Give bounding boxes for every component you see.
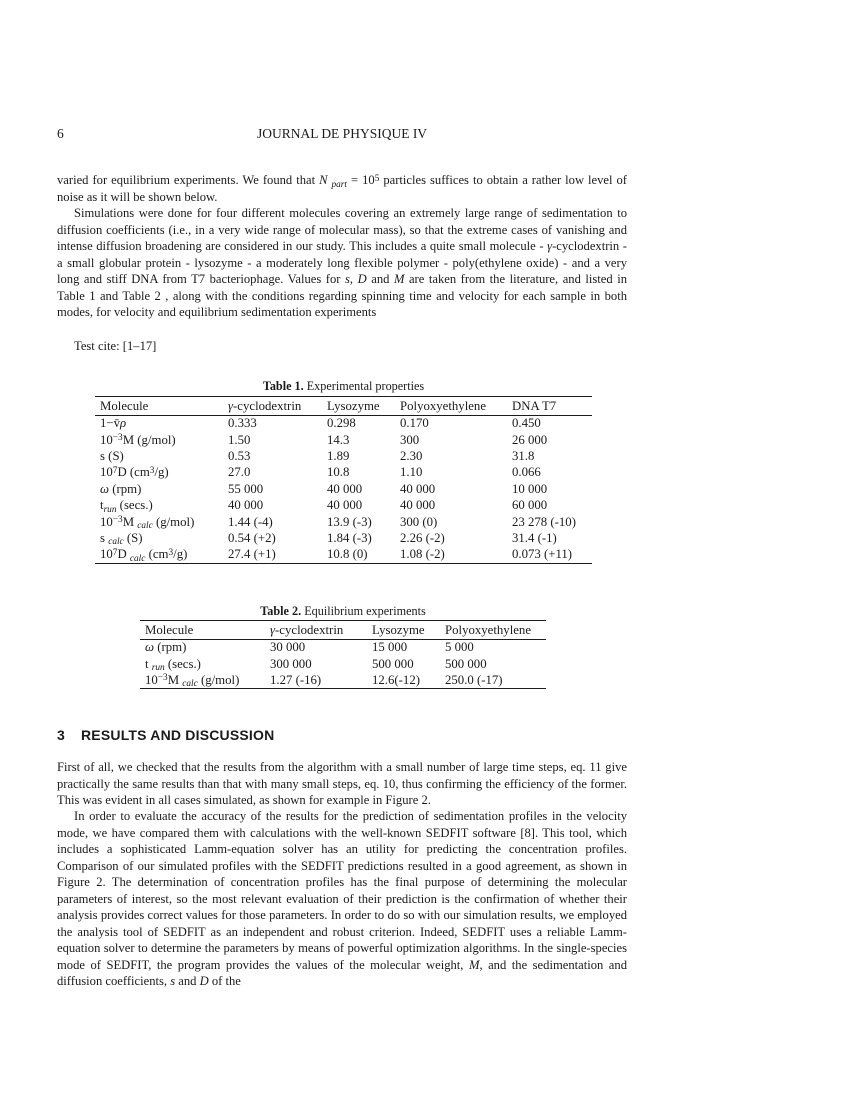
cell: 1.10 <box>400 465 423 480</box>
table-row <box>95 432 592 448</box>
cell: 300 000 <box>270 656 312 671</box>
table1-header-row <box>95 397 592 416</box>
column-header: DNA T7 <box>512 397 592 416</box>
cell: 500 000 <box>445 656 487 671</box>
cell: 26 000 <box>512 432 548 447</box>
page-number: 6 <box>57 126 64 141</box>
row-label: $10^{-3}M$ $_{calc}$ (g/mol) <box>100 514 195 532</box>
row-label: $10^7D$ $(cm^3/g)$ <box>100 465 169 480</box>
table-row <box>95 481 592 497</box>
table2-caption-text: Equilibrium experiments <box>304 604 426 618</box>
table2-caption-label: Table 2. <box>260 604 302 618</box>
paragraph-results-1: First of all, we checked that the results from the algorithm with a small number of large time steps, eq. 11 give practically the same results than that with many small steps, eq. 10, thus confirming the efficiency of the former. This was evident in all cases simulated, as shown for example in Figure 2. <box>57 760 627 807</box>
table1-caption-text: Experimental properties <box>306 379 425 393</box>
cell: 40 000 <box>327 498 363 513</box>
cell: 10.8 (0) <box>327 547 368 562</box>
table-row <box>95 497 592 513</box>
row-label: ω (rpm) <box>100 481 142 496</box>
cell: 40 000 <box>400 498 436 513</box>
cell: 0.53 <box>228 448 251 463</box>
column-header: Molecule <box>95 397 228 416</box>
row-label: $t_{run}$ (secs.) <box>100 498 153 515</box>
row-label: s $_{calc}$ (S) <box>100 530 143 548</box>
table-row <box>140 656 546 672</box>
row-label: $10^7D$ $_{calc}$ $(cm^3/g)$ <box>100 547 188 564</box>
column-header: γ-cyclodextrin <box>228 397 327 416</box>
section-title: RESULTS AND DISCUSSION <box>81 727 275 743</box>
paragraph-simulations: Simulations were done for four different molecules covering an extremely large range of sedimentation to diffusion coefficients (i.e., in a very wide range of molecular mass), so that the extreme cases of vanishing and intense diffusion broadening are considered in our study. This includes a quite small molecule - γ-cyclodextrin - a small globular protein - lysozyme - a moderately long flexible polymer - poly(ethylene oxide) - and a very long and stiff DNA from T7 bacteriophage. Values for s, D and M are taken from the literature, and listed in Table 1 and Table 2 , along with the conditions regarding spinning time and velocity for each sample in both modes, for velocity and equilibrium sedimentation experiments <box>57 206 628 319</box>
cell: 60 000 <box>512 498 548 513</box>
cell: 250.0 (-17) <box>445 672 503 687</box>
cell: 27.0 <box>228 465 251 480</box>
cell: 1.44 (-4) <box>228 514 273 529</box>
table-row <box>95 530 592 546</box>
cell: 40 000 <box>228 498 264 513</box>
column-header: γ-cyclodextrin <box>270 621 372 640</box>
cell: 0.073 (+11) <box>512 547 573 562</box>
cell: 1.27 (-16) <box>270 672 322 687</box>
cell: 500 000 <box>372 656 414 671</box>
table1-experimental-properties <box>95 396 592 564</box>
table-row <box>140 672 546 688</box>
column-header: Lysozyme <box>372 621 445 640</box>
cell: 5 000 <box>445 640 474 655</box>
cell: 14.3 <box>327 432 350 447</box>
cell: 31.8 <box>512 448 535 463</box>
table1-caption <box>95 379 592 394</box>
cell: 1.08 (-2) <box>400 547 445 562</box>
row-label: ω (rpm) <box>145 640 187 655</box>
column-header: Lysozyme <box>327 397 400 416</box>
cell: 10.8 <box>327 465 350 480</box>
paragraph-results-2: In order to evaluate the accuracy of the results for the prediction of sedimentation profiles in the velocity mode, we have compared them with calculations with the well-known SEDFIT software [8]. This tool, which includes a sophisticated Lamm-equation solver has an utility for predicting the concentration profiles. Comparison of our simulated profiles with the SEDFIT predictions resulted in a good agreement, as shown in Figure 2. The determination of concentration profiles has the final purpose of determining the molecular parameters of interest, so the most relevant evaluation of their prediction is the confirmation of whether their analysis provides correct values for those parameters. In order to do so with our simulation results, we employed the analysis tool of SEDFIT as an independent and robust criterion. Indeed, SEDFIT uses a reliable Lamm-equation solver to determine the parameters by means of powerful optimization algorithms. In the single-species mode of SEDFIT, the program provides the values of the molecular weight, M, and the sedimentation and diffusion coefficients, s and D of the <box>57 809 627 988</box>
table-row <box>95 448 592 464</box>
cell: 40 000 <box>400 481 436 496</box>
table-row <box>95 465 592 481</box>
column-header: Polyoxyethylene <box>445 621 546 640</box>
cell: 55 000 <box>228 481 264 496</box>
cell: 23 278 (-10) <box>512 514 576 529</box>
section-heading <box>57 727 274 743</box>
cell: 12.6(-12) <box>372 672 420 687</box>
column-header: Molecule <box>140 621 270 640</box>
table2-caption <box>140 604 546 619</box>
section-number: 3 <box>57 727 65 743</box>
cell: 1.89 <box>327 448 350 463</box>
table-row <box>95 416 592 432</box>
table2-equilibrium-experiments <box>140 620 546 689</box>
journal-title: JOURNAL DE PHYSIQUE IV <box>256 126 428 141</box>
page-header <box>57 126 627 142</box>
cell: 15 000 <box>372 640 408 655</box>
table-row <box>95 514 592 530</box>
cell: 30 000 <box>270 640 306 655</box>
cell: 0.298 <box>327 416 356 431</box>
cell: 2.26 (-2) <box>400 530 445 545</box>
column-header: Polyoxyethylene <box>400 397 512 416</box>
row-label: t $_{run}$ (secs.) <box>145 656 201 674</box>
cell: 10 000 <box>512 481 548 496</box>
row-label: $10^{-3}M$ (g/mol) <box>100 432 176 447</box>
cell: 40 000 <box>327 481 363 496</box>
cell: 27.4 (+1) <box>228 547 276 562</box>
table-row <box>95 547 592 563</box>
cell: 0.333 <box>228 416 257 431</box>
row-label: 1−v̄ρ <box>100 416 127 431</box>
row-label: $10^{-3}M$ $_{calc}$ (g/mol) <box>145 672 240 690</box>
row-label: s (S) <box>100 448 124 463</box>
table-row <box>140 640 546 656</box>
test-cite-line: Test cite: [1–17] <box>74 339 157 353</box>
table1-caption-label: Table 1. <box>262 379 304 393</box>
cell: 13.9 (-3) <box>327 514 372 529</box>
paragraph-intro: varied for equilibrium experiments. We found that N $_{part} = 10^5$ particles suffices to obtain a rather low level of noise as it will be shown below. <box>57 173 628 204</box>
cell: 1.84 (-3) <box>327 530 372 545</box>
cell: 2.30 <box>400 448 423 463</box>
cell: 0.066 <box>512 465 541 480</box>
cell: 300 (0) <box>400 514 438 529</box>
cell: 1.50 <box>228 432 251 447</box>
cell: 31.4 (-1) <box>512 530 557 545</box>
cell: 0.170 <box>400 416 429 431</box>
cell: 300 <box>400 432 420 447</box>
table2-header-row <box>140 621 546 640</box>
cell: 0.450 <box>512 416 541 431</box>
cell: 0.54 (+2) <box>228 530 276 545</box>
